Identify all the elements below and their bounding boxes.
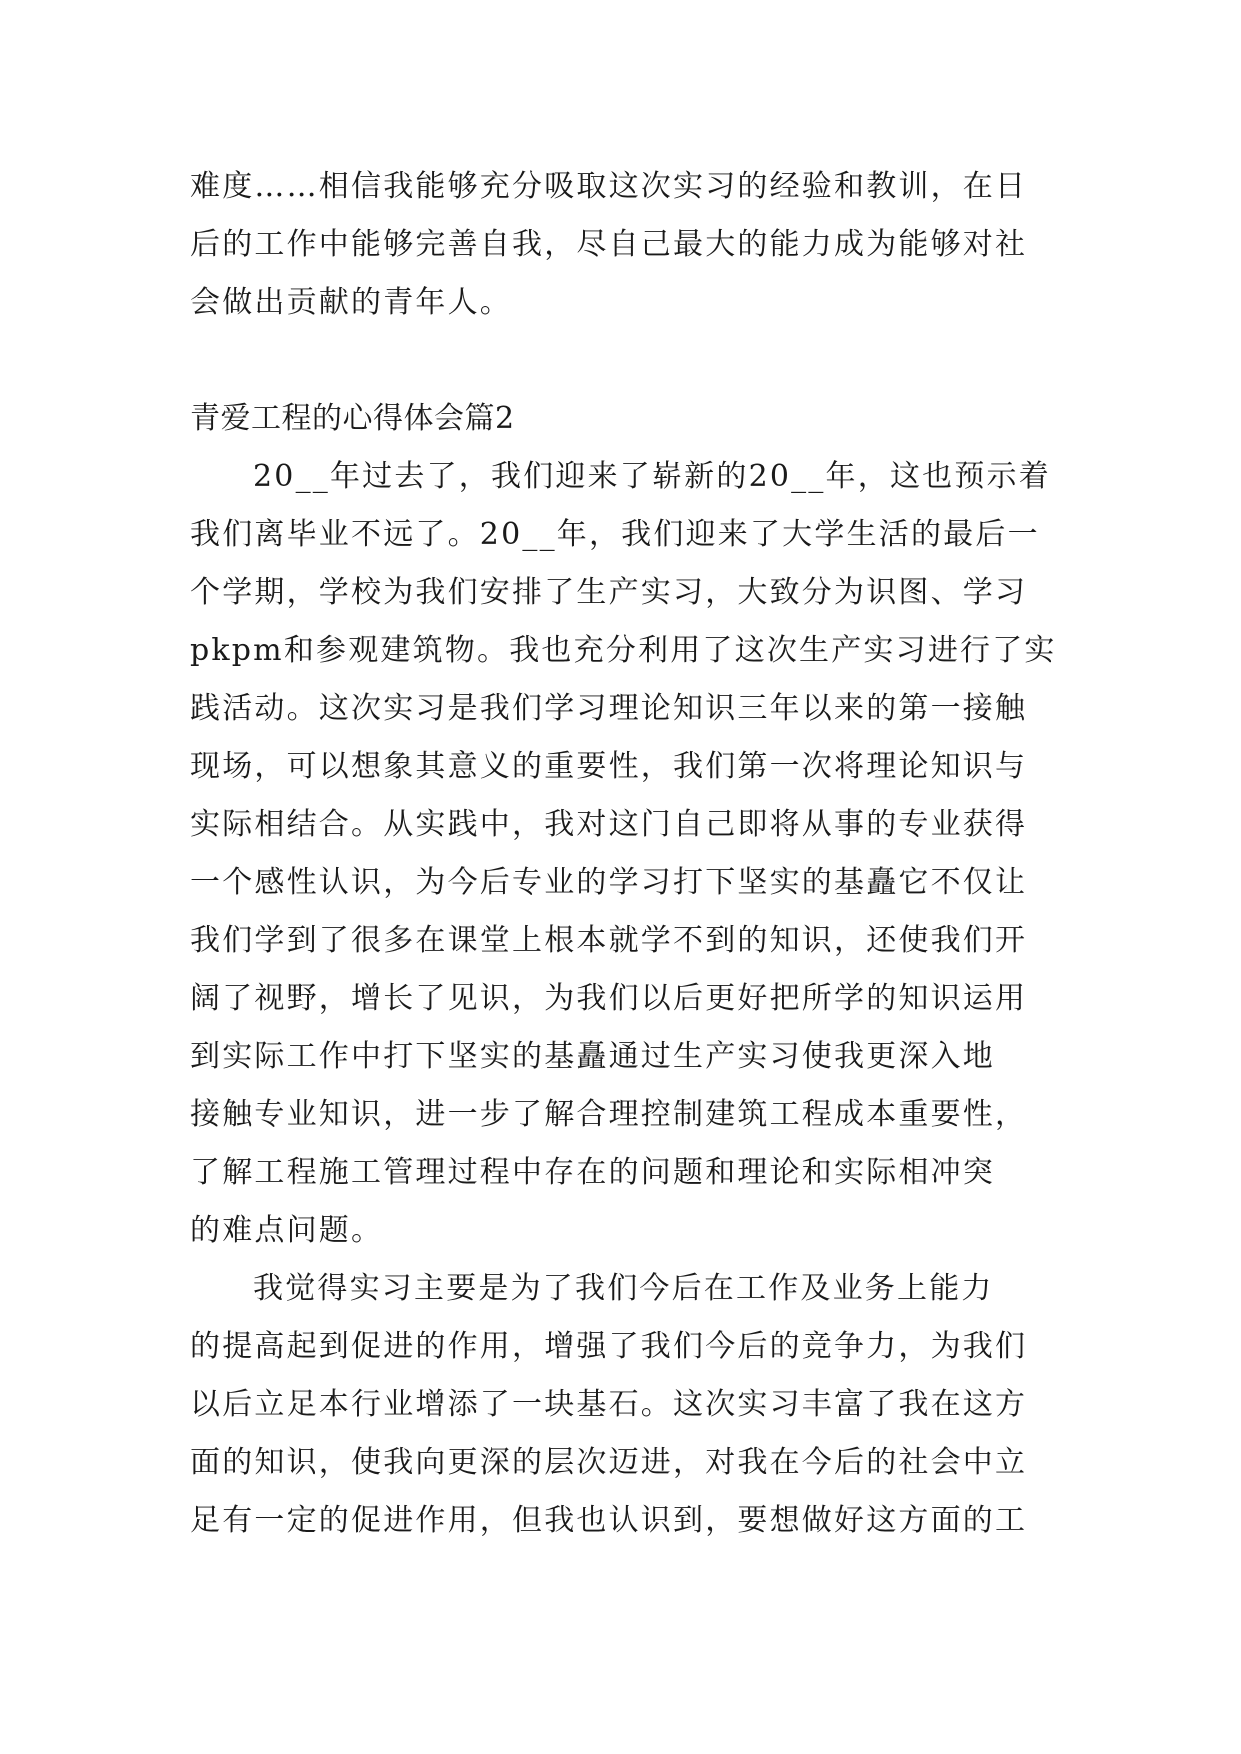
text-line: 足有一定的促进作用，但我也认识到，要想做好这方面的工 — [190, 1503, 1028, 1538]
text-line: 阔了视野，增长了见识，为我们以后更好把所学的知识运用 — [190, 981, 1028, 1016]
text-line: pkpm和参观建筑物。我也充分利用了这次生产实习进行了实 — [190, 633, 1057, 668]
text-line: 个学期，学校为我们安排了生产实习，大致分为识图、学习 — [190, 575, 1028, 610]
text-line: 的提高起到促进的作用，增强了我们今后的竞争力，为我们 — [190, 1329, 1028, 1364]
text-line: 会做出贡献的青年人。 — [190, 285, 512, 320]
text-line: 实际相结合。从实践中，我对这门自己即将从事的专业获得 — [190, 807, 1028, 842]
text-line: 一个感性认识，为今后专业的学习打下坚实的基矗它不仅让 — [190, 865, 1028, 900]
text-line: 现场，可以想象其意义的重要性，我们第一次将理论知识与 — [190, 749, 1028, 784]
text-line: 到实际工作中打下坚实的基矗通过生产实习使我更深入地 — [190, 1039, 995, 1074]
text-line: 了解工程施工管理过程中存在的问题和理论和实际相冲突 — [190, 1155, 995, 1190]
text-line: 我们学到了很多在课堂上根本就学不到的知识，还使我们开 — [190, 923, 1028, 958]
text-line: 20__年过去了，我们迎来了崭新的20__年，这也预示着 — [253, 459, 1051, 494]
text-line: 接触专业知识，进一步了解合理控制建筑工程成本重要性， — [190, 1097, 1028, 1132]
section-title: 青爱工程的心得体会篇2 — [190, 401, 515, 436]
previous-paragraph — [190, 158, 1052, 332]
paragraph-two — [190, 1260, 1052, 1550]
text-line: 面的知识，使我向更深的层次迈进，对我在今后的社会中立 — [190, 1445, 1028, 1480]
text-line: 我觉得实习主要是为了我们今后在工作及业务上能力 — [253, 1271, 994, 1306]
text-line: 的难点问题。 — [190, 1213, 384, 1248]
text-line: 后的工作中能够完善自我，尽自己最大的能力成为能够对社 — [190, 227, 1028, 262]
paragraph-spacer — [190, 332, 1052, 390]
document-body — [190, 158, 1057, 1550]
paragraph-one — [190, 448, 1057, 1260]
text-line: 难度……相信我能够充分吸取这次实习的经验和教训，在日 — [190, 169, 1028, 204]
text-line: 我们离毕业不远了。20__年，我们迎来了大学生活的最后一 — [190, 517, 1040, 552]
text-line: 践活动。这次实习是我们学习理论知识三年以来的第一接触 — [190, 691, 1028, 726]
text-line: 以后立足本行业增添了一块基石。这次实习丰富了我在这方 — [190, 1387, 1028, 1422]
